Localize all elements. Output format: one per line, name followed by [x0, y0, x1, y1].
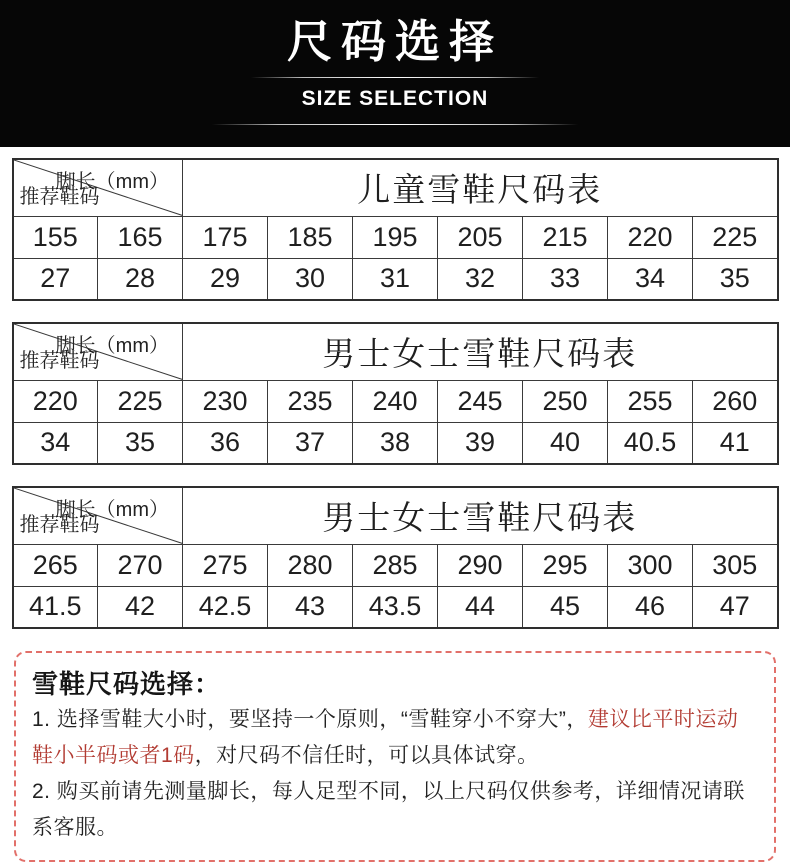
size-notes-box	[14, 651, 776, 862]
table-header-row	[13, 323, 778, 380]
banner-divider-top	[251, 77, 539, 78]
shoe-size-cell: 42	[98, 586, 183, 628]
shoe-size-cell: 35	[693, 258, 778, 300]
shoe-size-cell: 34	[13, 422, 98, 464]
size-table-adult-1	[12, 322, 779, 465]
foot-length-cell: 245	[438, 380, 523, 422]
table-row	[13, 380, 778, 422]
recommended-size-label: 推荐鞋码	[19, 349, 100, 372]
foot-length-cell: 225	[98, 380, 183, 422]
shoe-size-cell: 40	[523, 422, 608, 464]
foot-length-cell: 295	[523, 544, 608, 586]
table-header-row	[13, 159, 778, 216]
page-title: 尺码选择	[286, 16, 503, 67]
notes-title: 雪鞋尺码选择：	[32, 669, 222, 699]
notes-line-1-black-b: ，对尺码不信任时，可以具体试穿。	[194, 744, 539, 767]
size-table-kids	[12, 158, 779, 301]
shoe-size-cell: 40.5	[608, 422, 693, 464]
foot-length-cell: 225	[693, 216, 778, 258]
notes-line-1-black-a: 1. 选择雪鞋大小时，要坚持一个原则，“雪鞋穿小不穿大”，	[32, 708, 588, 731]
foot-length-cell: 280	[268, 544, 353, 586]
foot-length-cell: 230	[183, 380, 268, 422]
table-title: 儿童雪鞋尺码表	[183, 159, 778, 216]
shoe-size-cell: 41	[693, 422, 778, 464]
shoe-size-cell: 39	[438, 422, 523, 464]
foot-length-cell: 165	[98, 216, 183, 258]
shoe-size-cell: 45	[523, 586, 608, 628]
table-row	[13, 216, 778, 258]
notes-line-1	[32, 702, 758, 774]
foot-length-cell: 300	[608, 544, 693, 586]
table-title: 男士女士雪鞋尺码表	[183, 323, 778, 380]
foot-length-cell: 265	[13, 544, 98, 586]
foot-length-cell: 250	[523, 380, 608, 422]
shoe-size-cell: 28	[98, 258, 183, 300]
diagonal-header-cell	[13, 159, 183, 216]
shoe-size-cell: 27	[13, 258, 98, 300]
shoe-size-cell: 38	[353, 422, 438, 464]
foot-length-cell: 195	[353, 216, 438, 258]
table-row	[13, 586, 778, 628]
foot-length-cell: 270	[98, 544, 183, 586]
table-row	[13, 258, 778, 300]
foot-length-cell: 175	[183, 216, 268, 258]
foot-length-cell: 290	[438, 544, 523, 586]
table-title: 男士女士雪鞋尺码表	[183, 487, 778, 544]
foot-length-cell: 235	[268, 380, 353, 422]
shoe-size-cell: 42.5	[183, 586, 268, 628]
shoe-size-cell: 33	[523, 258, 608, 300]
diagonal-header-cell	[13, 323, 183, 380]
shoe-size-cell: 43	[268, 586, 353, 628]
table-header-row	[13, 487, 778, 544]
size-table-adult-2	[12, 486, 779, 629]
shoe-size-cell: 34	[608, 258, 693, 300]
diagonal-header-cell	[13, 487, 183, 544]
foot-length-label: 脚长（mm）	[55, 171, 169, 193]
foot-length-cell: 155	[13, 216, 98, 258]
shoe-size-cell: 30	[268, 258, 353, 300]
foot-length-cell: 285	[353, 544, 438, 586]
shoe-size-cell: 35	[98, 422, 183, 464]
shoe-size-cell: 47	[693, 586, 778, 628]
shoe-size-cell: 31	[353, 258, 438, 300]
foot-length-cell: 305	[693, 544, 778, 586]
shoe-size-cell: 36	[183, 422, 268, 464]
foot-length-cell: 275	[183, 544, 268, 586]
shoe-size-cell: 37	[268, 422, 353, 464]
foot-length-cell: 260	[693, 380, 778, 422]
foot-length-cell: 255	[608, 380, 693, 422]
recommended-size-label: 推荐鞋码	[19, 185, 100, 208]
shoe-size-cell: 41.5	[13, 586, 98, 628]
page-subtitle: SIZE SELECTION	[301, 87, 489, 110]
foot-length-cell: 215	[523, 216, 608, 258]
foot-length-cell: 185	[268, 216, 353, 258]
shoe-size-cell: 44	[438, 586, 523, 628]
notes-line-2: 2. 购买前请先测量脚长，每人足型不同，以上尺码仅供参考，详细情况请联系客服。	[32, 780, 745, 839]
banner-divider-bottom	[212, 124, 578, 125]
foot-length-cell: 240	[353, 380, 438, 422]
shoe-size-cell: 32	[438, 258, 523, 300]
foot-length-cell: 220	[13, 380, 98, 422]
shoe-size-cell: 29	[183, 258, 268, 300]
foot-length-label: 脚长（mm）	[55, 335, 169, 357]
recommended-size-label: 推荐鞋码	[19, 513, 100, 536]
table-row	[13, 422, 778, 464]
foot-length-cell: 205	[438, 216, 523, 258]
notes-line-1-red-highlight: 建议比平时运动鞋小半码或者1码	[32, 708, 739, 767]
shoe-size-cell: 46	[608, 586, 693, 628]
shoe-size-cell: 43.5	[353, 586, 438, 628]
banner	[0, 0, 790, 147]
foot-length-cell: 220	[608, 216, 693, 258]
foot-length-label: 脚长（mm）	[55, 499, 169, 521]
table-row	[13, 544, 778, 586]
